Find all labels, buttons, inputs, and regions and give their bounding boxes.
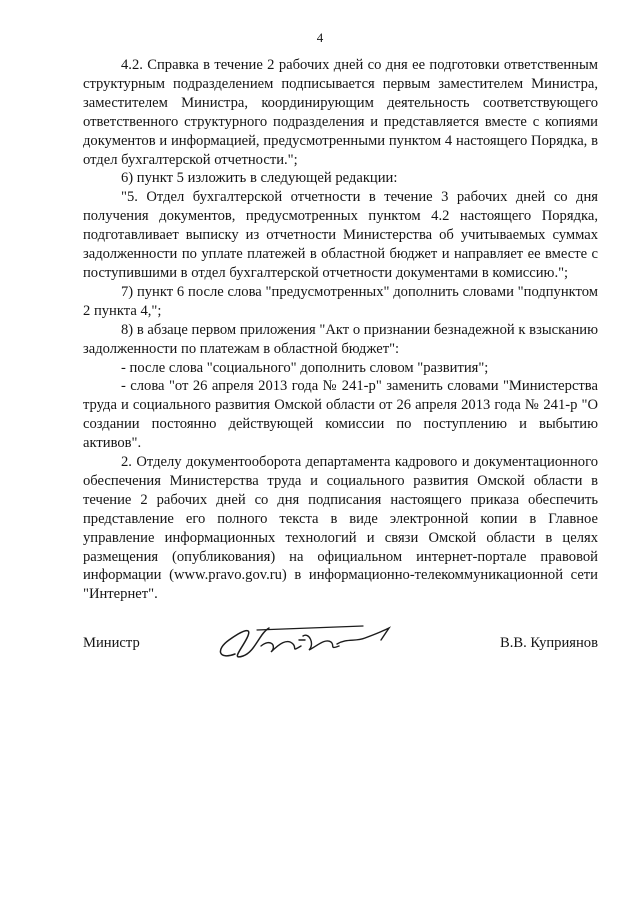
document-body bbox=[83, 56, 598, 604]
handwritten-signature bbox=[213, 616, 403, 666]
paragraph-item-6: 6) пункт 5 изложить в следующей редакции: bbox=[121, 170, 398, 187]
signature-block bbox=[83, 632, 598, 672]
paragraph-item-7: 7) пункт 6 после слова "предусмотренных" дополнить словами "подпунктом 2 пункта 4,"; bbox=[83, 283, 598, 319]
page-number: 4 bbox=[316, 30, 324, 45]
paragraph-item-8-sub-1: - после слова "социального" дополнить словом "развития"; bbox=[121, 359, 489, 376]
paragraph-item-8: 8) в абзаце первом приложения "Акт о признании безнадежной к взысканию задолженности по платежам в областной бюджет": bbox=[83, 321, 598, 357]
paragraph-item-5-text: "5. Отдел бухгалтерской отчетности в течение 3 рабочих дней со дня получения документов, предусмотренных пунктом 4.2 настоящего Порядка, подготавливает выписку из отчетности Министерства об учитываемых суммах задолженности по уплате платежей в областной бюджет и направляет ее вместе с поступившими в отдел бухгалтерской отчетности документами в комиссию."; bbox=[83, 189, 598, 281]
paragraph-item-8-sub-2: - слова "от 26 апреля 2013 года № 241-р" заменить словами "Министерства труда и социального развития Омской области от 26 апреля 2013 года № 241-р "О создании постоянно действующей комиссии по поступлению и выбытию активов". bbox=[83, 378, 598, 452]
signatory-name: В.В. Куприянов bbox=[500, 635, 598, 651]
paragraph-4-2: 4.2. Справка в течение 2 рабочих дней со дня ее подготовки ответственным структурным подразделением подписывается первым заместителем Министра, заместителем Министра, координирующим деятельность соответствующего ответственного структурного подразделения и представляется вместе с копиями документов и информацией, предусмотренными пунктом 4 настоящего Порядка, в отдел бухгалтерской отчетности."; bbox=[83, 57, 598, 168]
paragraph-section-2: 2. Отделу документооборота департамента кадрового и документационного обеспечения Министерства труда и социального развития Омской области в течение 2 рабочих дней со дня подписания настоящего приказа обеспечить представление его полного текста в виде электронной копии в Главное управление информационных технологий и связи Омской области в целях размещения (опубликования) на официальном интернет-портале правовой информации (www.pravo.gov.ru) в информационно-телекоммуникационной сети "Интернет". bbox=[83, 454, 598, 603]
signatory-title: Министр bbox=[83, 635, 140, 651]
